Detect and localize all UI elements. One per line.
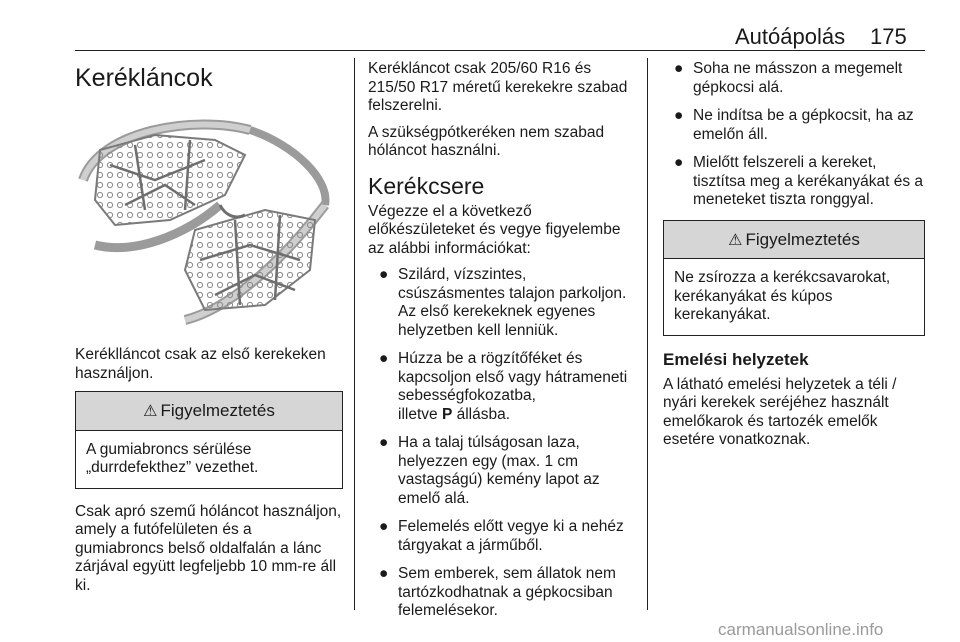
bullet-list-preparations — [368, 266, 636, 621]
list-item-text: Soha ne másszon a megemelt gépkocsi alá. — [693, 60, 903, 96]
warning-heading — [76, 392, 342, 431]
list-item-text: Szilárd, vízszintes, csúszásmentes talajon parkoljon. Az első kerekeknek egyenes helyzetben kell lenniük. — [398, 266, 627, 339]
warning-box-2 — [663, 220, 925, 336]
list-item-text-tail: illetve — [398, 405, 442, 423]
warning-box-1 — [75, 391, 343, 489]
warning-body: A gumiabroncs sérülése „durrdefekthez” vezethet. — [86, 440, 259, 476]
bullet-icon: ● — [379, 565, 389, 582]
bullet-icon: ● — [379, 266, 389, 283]
warning-triangle-icon: ⚠ — [728, 231, 743, 249]
bullet-list-safety — [663, 60, 925, 210]
gear-p-label: P — [441, 405, 453, 423]
watermark-text: carmanualsonline.info — [718, 620, 884, 639]
bullet-icon: ● — [379, 350, 389, 367]
list-item — [368, 434, 636, 508]
paragraph-lifting-positions: A látható emelési helyzetek a téli / nyári kerekek seréjéhez használt emelőkarok és tartozék emelők esetére vonatkoznak. — [663, 375, 897, 448]
list-item-text: Húzza be a rögzítőféket és kapcsoljon első vagy hátrameneti sebességfokozatba, — [398, 350, 628, 404]
list-item — [663, 60, 925, 97]
page-header-title: Autóápolás — [735, 24, 846, 49]
list-item — [368, 266, 636, 340]
list-item — [368, 565, 636, 621]
header-rule — [75, 50, 925, 51]
bullet-icon: ● — [379, 434, 389, 451]
column-divider-2 — [647, 58, 648, 610]
warning-triangle-icon: ⚠ — [143, 403, 158, 420]
paragraph-first-wheels: Keréklláncot csak az első kerekeken használjon. — [75, 346, 326, 382]
warning-heading-text: Figyelmeztetés — [160, 401, 275, 420]
paragraph-spare-wheel: A szükségpótkeréken nem szabad hóláncot használni. — [368, 123, 605, 159]
column-1 — [75, 60, 343, 603]
column-2 — [368, 60, 636, 631]
warning-heading-text: Figyelmeztetés — [745, 229, 860, 249]
snow-chain-illustration — [75, 110, 337, 332]
section-title-keréklancok: Kerékláncok — [75, 64, 213, 92]
section-title-kerekcsere: Kerékcsere — [368, 172, 485, 199]
paragraph-chain-sizes: Kerékláncot csak 205/60 R16 és 215/50 R17 méretű kerekekre szabad felszerelni. — [368, 60, 628, 114]
page-number: 175 — [870, 24, 907, 49]
warning-heading — [664, 221, 924, 260]
column-3 — [663, 60, 925, 458]
list-item — [368, 518, 636, 555]
list-item — [663, 154, 925, 210]
list-item — [663, 107, 925, 144]
bullet-icon: ● — [379, 518, 389, 535]
paragraph-intro: Végezze el a következő előkészületeket és vegye figyelembe az alábbi információkat: — [368, 202, 621, 257]
column-divider-1 — [354, 58, 355, 610]
list-item-text: Ha a talaj túlságosan laza, helyezzen egy (max. 1 cm vastagságú) kemény lapot az emelő alá. — [398, 434, 600, 507]
bullet-icon: ● — [674, 60, 684, 77]
list-item-text: Felemelés előtt vegye ki a nehéz tárgyakat a járműből. — [398, 518, 624, 554]
list-item-text: Ne indítsa be a gépkocsit, ha az emelőn áll. — [693, 107, 914, 143]
paragraph-small-mesh-chain: Csak apró szemű hóláncot használjon, amely a futófelületen és a gumiabroncs belső oldalfalán a lánc zárjával együtt legfeljebb 10 mm-re áll ki. — [75, 502, 342, 594]
warning-body: Ne zsírozza a kerékcsavarokat, kerékanyákat és kúpos kerekanyákat. — [674, 269, 891, 323]
subsection-title-emelesi-helyzetek: Emelési helyzetek — [663, 349, 809, 369]
list-item — [368, 350, 636, 424]
bullet-icon: ● — [674, 107, 684, 124]
list-item-text: Sem emberek, sem állatok nem tartózkodhatnak a gépkocsiban felemelésekor. — [398, 565, 616, 619]
bullet-icon: ● — [674, 154, 684, 171]
list-item-text-tail-end: állásba. — [452, 405, 511, 423]
list-item-text: Mielőtt felszereli a kereket, tisztítsa meg a kerékanyákat és a meneteket tiszta ronggyal. — [693, 154, 924, 208]
